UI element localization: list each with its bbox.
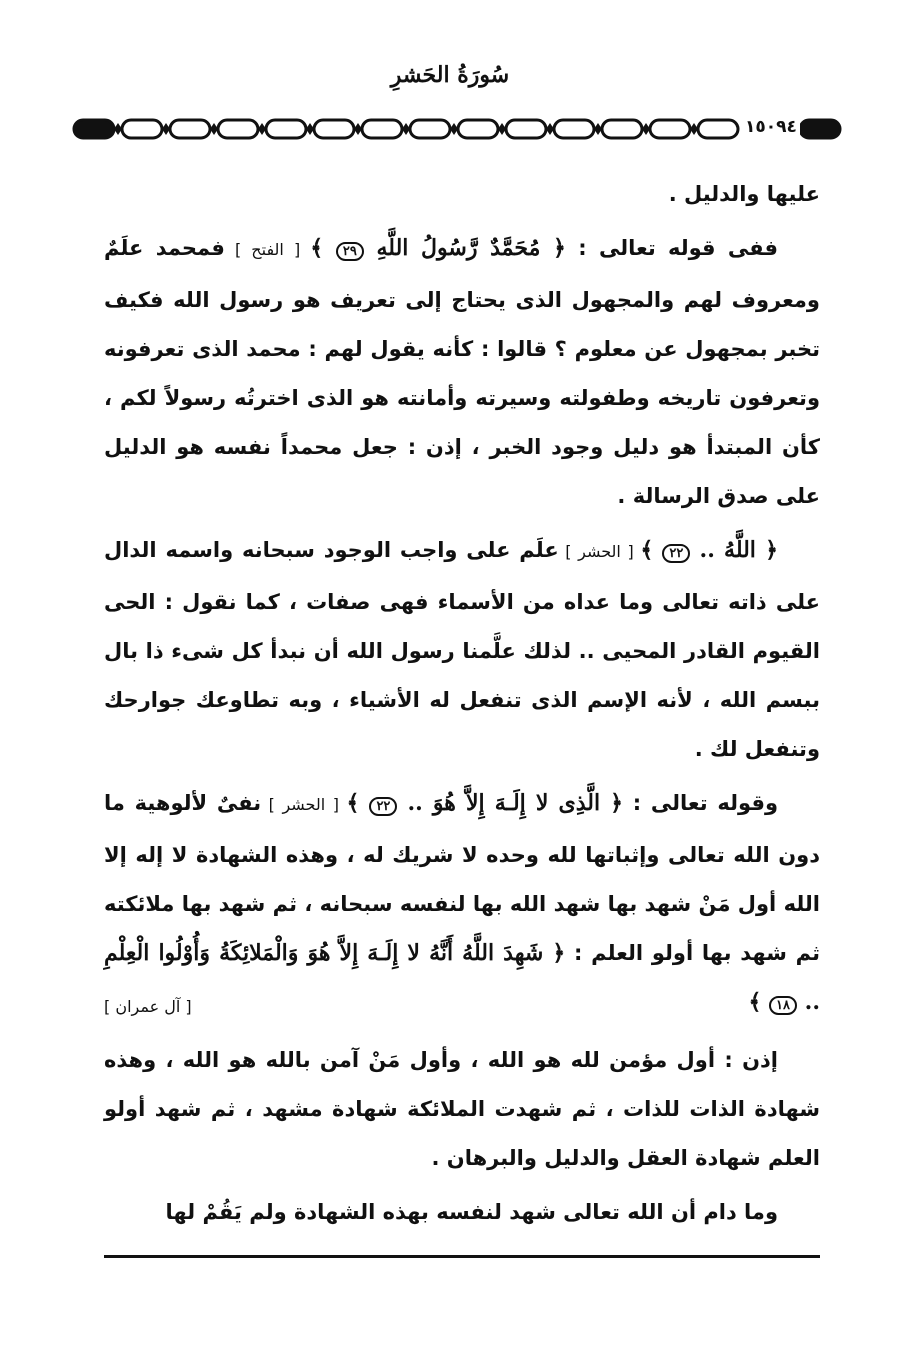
border-diamonds — [114, 123, 698, 135]
paragraph-4 — [104, 779, 820, 1031]
verse-close: ﴾ — [346, 790, 370, 816]
border-diamond — [594, 123, 602, 135]
surah-reference: [ الفتح ] — [224, 240, 311, 259]
border-link — [506, 120, 546, 138]
verse-text: ﴿ شَهِدَ اللَّهُ أَنَّهُ لا إِلَـهَ إِلاَّ هُوَ وَالْمَلائِكَةُ وَأُوْلُوا الْعِلْمِ .. — [104, 940, 820, 1015]
paragraph-1: عليها والدليل . — [668, 182, 820, 206]
border-diamond — [690, 123, 698, 135]
border-link — [410, 120, 450, 138]
border-diamond — [114, 123, 122, 135]
border-link — [218, 120, 258, 138]
paragraph-text: نفىٌ لألوهية ما دون الله تعالى وإثباتها لله وحده لا شريك له ، وهذه الشهادة لا إله إلا الله أول مَنْ شهد بها شهد الله بها لنفسه سبحانه ، ثم شهد بها ملائكته ثم شهد بها أولو العلم : — [104, 791, 820, 965]
page-body — [104, 170, 820, 1242]
ayah-number: ٢٩ — [336, 242, 364, 261]
border-diamond — [498, 123, 506, 135]
verse-close: ﴾ — [748, 989, 770, 1015]
paragraph-3 — [104, 526, 820, 774]
border-diamond — [402, 123, 410, 135]
border-diamond — [306, 123, 314, 135]
verse-close: ﴾ — [310, 235, 336, 261]
border-link — [602, 120, 642, 138]
border-link — [698, 120, 738, 138]
paragraph-text: فمحمد علَمٌ ومعروف لهم والمجهول الذى يحتاج إلى تعريف هو رسول الله فكيف تخبر بمجهول عن معلوم ؟ قالوا : كأنه يقول لهم : محمد الذى تعرفونه وتعرفون تاريخه وطفولته وسيرته وأمانته هو الذى اخترتُه رسولاً لكم ، كأن المبتدأ هو دليل وجود الخبر ، إذن : جعل محمداً نفسه هو الدليل على صدق الرسالة . — [104, 236, 820, 508]
paragraph-2 — [104, 224, 820, 521]
paragraph-6: وما دام أن الله تعالى شهد لنفسه بهذه الشهادة ولم يَقُمْ لها — [165, 1200, 778, 1224]
paragraph-5: إذن : أول مؤمن لله هو الله ، وأول مَنْ آمن بالله هو الله ، وهذه شهادة الذات للذات ، ثم شهدت الملائكة شهادة مشهد ، ثم شهد أولو العلم شهادة العقل والدليل والبرهان . — [104, 1048, 820, 1170]
border-link — [650, 120, 690, 138]
verse-close: ﴾ — [640, 537, 663, 563]
surah-title: سُورَةُ الحَشرِ — [390, 62, 510, 88]
border-link — [314, 120, 354, 138]
paragraph-text: علَم على واجب الوجود سبحانه واسمه الدال على ذاته تعالى وما عداه من الأسماء فهى صفات ، كما نقول : الحى القيوم القادر المحيى .. لذلك علَّمنا رسول الله أن نبدأ كل شىء ذا بال ببسم الله ، لأنه الإسم الذى تنفعل له الأشياء ، وبه تطاوعك جوارحك وتنفعل لك . — [104, 538, 820, 761]
paragraph-intro: وقوله تعالى : — [623, 791, 779, 815]
border-diamond — [642, 123, 650, 135]
border-link — [362, 120, 402, 138]
border-diamond — [258, 123, 266, 135]
border-link — [74, 120, 114, 138]
border-link — [266, 120, 306, 138]
quran-verse — [346, 790, 623, 816]
surah-reference: [ الحشر ] — [261, 795, 347, 814]
border-link — [122, 120, 162, 138]
verse-text: ﴿ الَّذِى لا إِلَـهَ إِلاَّ هُوَ .. — [397, 790, 624, 816]
border-link — [170, 120, 210, 138]
surah-reference: [ الحشر ] — [558, 542, 641, 561]
border-link — [800, 120, 840, 138]
footer-rule — [104, 1255, 820, 1258]
border-diamond — [546, 123, 554, 135]
border-diamond — [450, 123, 458, 135]
border-diamond — [162, 123, 170, 135]
quran-verse — [310, 235, 566, 261]
ayah-number: ٢٢ — [369, 797, 397, 816]
ayah-number: ١٨ — [769, 996, 797, 1015]
paragraph-intro: ففى قوله تعالى : — [565, 236, 778, 260]
verse-text: ﴿ مُحَمَّدٌ رَّسُولُ اللَّهِ — [363, 235, 566, 261]
surah-reference-2: [ آل عمران ] — [104, 997, 192, 1016]
border-link — [458, 120, 498, 138]
quran-verse — [640, 537, 778, 563]
border-diamond — [354, 123, 362, 135]
ayah-number: ٢٢ — [662, 544, 690, 563]
verse-text: ﴿ اللَّهُ .. — [690, 537, 778, 563]
border-link — [554, 120, 594, 138]
border-diamond — [210, 123, 218, 135]
page-number: ١٥٠٩٤ — [742, 114, 800, 140]
decorative-border — [72, 112, 842, 146]
